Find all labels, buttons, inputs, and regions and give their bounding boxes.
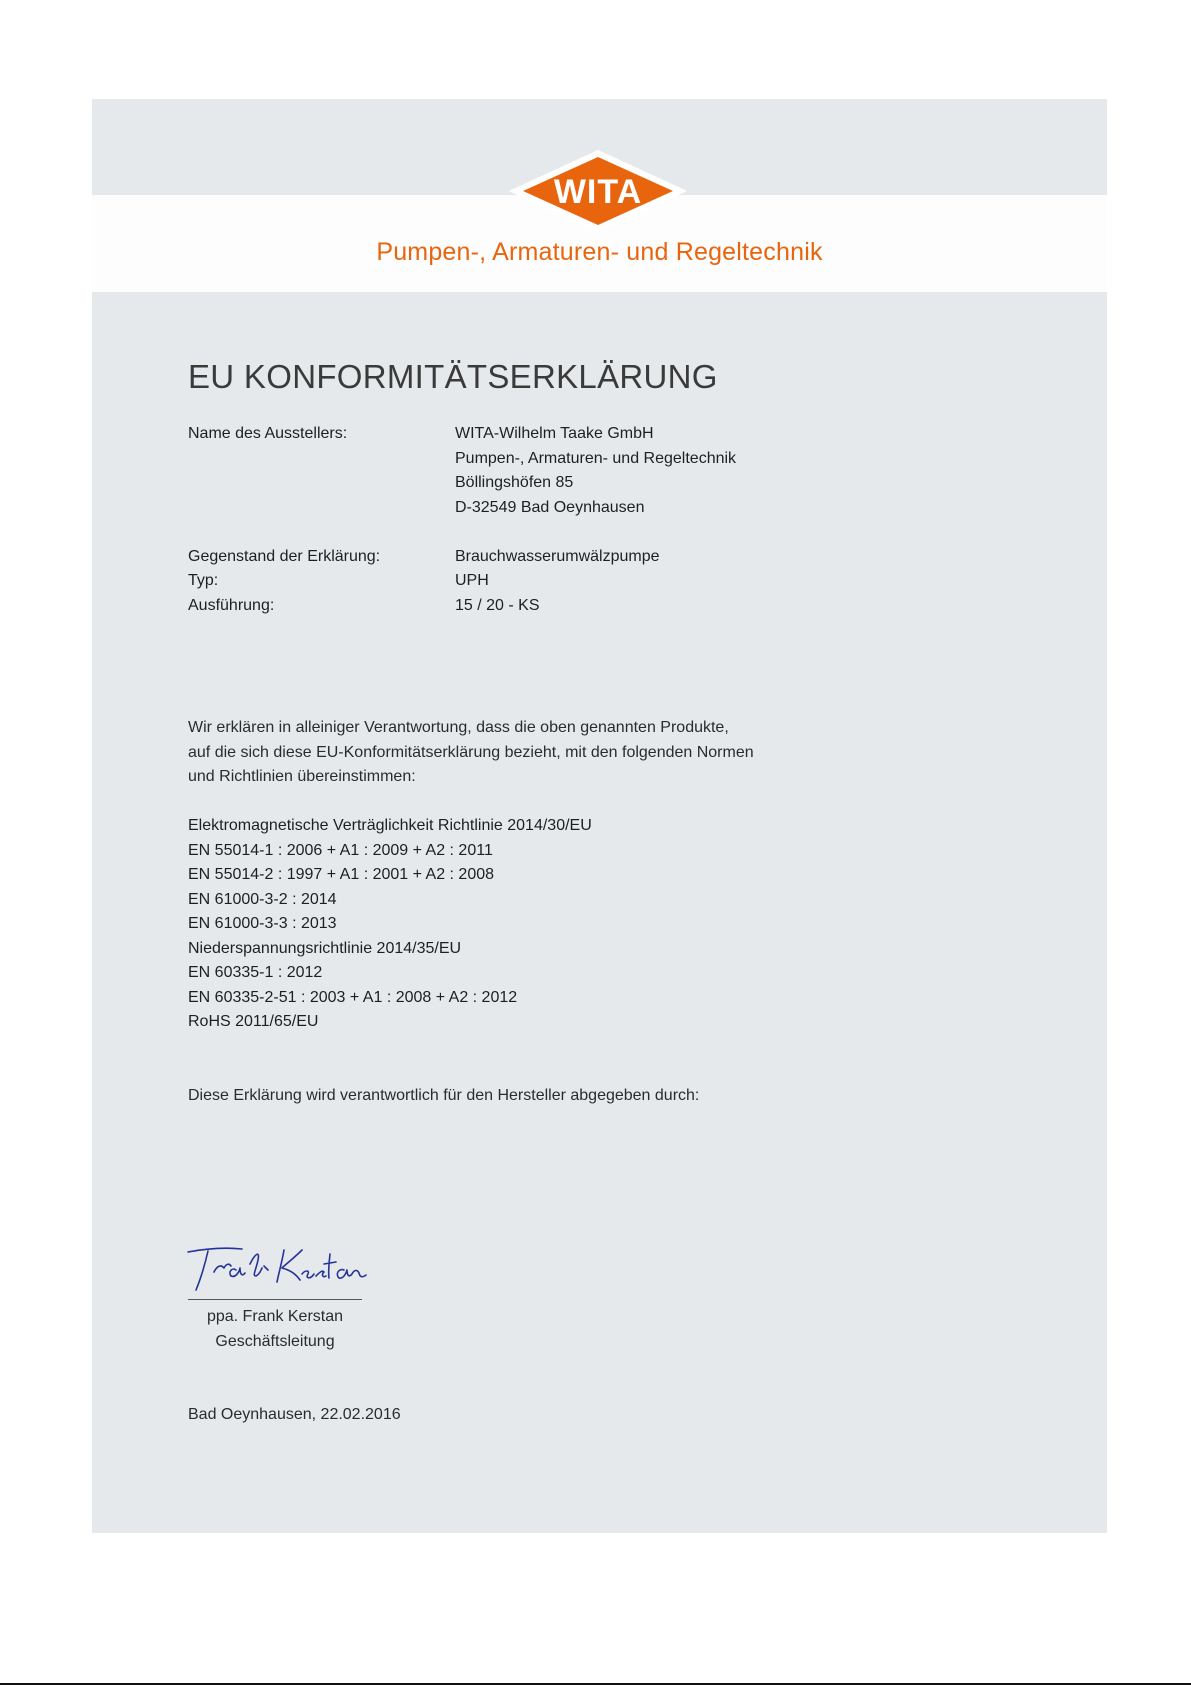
signer-block <box>188 1305 362 1354</box>
declaration-line: Wir erklären in alleiniger Verantwortung, dass die oben genannten Produkte, <box>188 719 729 736</box>
signer-role: Geschäftsleitung <box>215 1332 335 1350</box>
tagline: Pumpen-, Armaturen- und Regeltechnik <box>376 238 823 266</box>
signer-name: ppa. Frank Kerstan <box>206 1308 344 1325</box>
page-title: EU KONFORMITÄTSERKLÄRUNG <box>188 358 718 395</box>
issuer-line: Pumpen-, Armaturen- und Regeltechnik <box>455 450 737 467</box>
issuer-line: WITA-Wilhelm Taake GmbH <box>455 425 654 442</box>
closing-statement: Diese Erklärung wird verantwortlich für den Hersteller abgegeben durch: <box>188 1087 700 1104</box>
norm-item: EN 60335-2-51 : 2003 + A1 : 2008 + A2 : 2012 <box>188 988 518 1006</box>
norm-item: EN 61000-3-2 : 2014 <box>188 890 337 908</box>
type-value: UPH <box>455 572 489 589</box>
norm-item: Elektromagnetische Verträglichkeit Richtlinie 2014/30/EU <box>188 817 592 834</box>
subject-value: Brauchwasserumwälzpumpe <box>455 548 660 565</box>
signature-line <box>188 1299 362 1300</box>
issuer-line: D-32549 Bad Oeynhausen <box>455 499 645 516</box>
variant-value: 15 / 20 - KS <box>455 597 540 614</box>
norm-item: Niederspannungsrichtlinie 2014/35/EU <box>188 939 462 957</box>
issuer-label: Name des Ausstellers: <box>188 425 348 442</box>
norm-item: EN 60335-1 : 2012 <box>188 964 323 981</box>
wita-logo <box>509 150 687 232</box>
type-label: Typ: <box>188 572 219 589</box>
variant-label: Ausführung: <box>188 597 275 614</box>
norms-list <box>188 814 592 1035</box>
norm-item: RoHS 2011/65/EU <box>188 1013 319 1030</box>
declaration-paragraph <box>188 716 888 790</box>
handwritten-signature <box>184 1240 370 1296</box>
logo-text: WITA <box>553 173 643 211</box>
norm-item: EN 61000-3-3 : 2013 <box>188 915 337 932</box>
place-date: Bad Oeynhausen, 22.02.2016 <box>188 1406 401 1423</box>
subject-label: Gegenstand der Erklärung: <box>188 548 381 565</box>
declaration-line: auf die sich diese EU-Konformitätserklärung bezieht, mit den folgenden Normen <box>188 743 754 761</box>
norm-item: EN 55014-2 : 1997 + A1 : 2001 + A2 : 2008 <box>188 866 495 883</box>
declaration-line: und Richtlinien übereinstimmen: <box>188 768 416 785</box>
issuer-line: Böllingshöfen 85 <box>455 474 574 491</box>
norm-item: EN 55014-1 : 2006 + A1 : 2009 + A2 : 2011 <box>188 841 493 859</box>
